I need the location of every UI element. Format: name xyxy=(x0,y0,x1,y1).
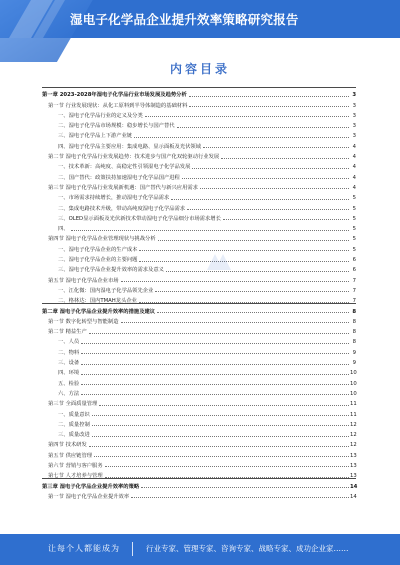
toc-page-number: 13 xyxy=(350,462,357,469)
toc-entry[interactable] xyxy=(42,418,356,428)
toc-page-number: 7 xyxy=(352,277,356,284)
toc-page-number: 8 xyxy=(352,318,356,325)
toc-entry[interactable] xyxy=(42,490,356,500)
toc-entry-title: 第五节 湿电子化学品企业市场 xyxy=(48,277,119,284)
toc-entry-title: 第三节 湿电子化学品行业发展新机遇：国产替代与新兴应用需求 xyxy=(48,184,198,191)
toc-entry[interactable] xyxy=(42,273,356,283)
toc-leader-dots xyxy=(192,167,349,169)
toc-entry-title: 一、质量意识 xyxy=(58,411,90,418)
toc-entry[interactable] xyxy=(42,407,356,417)
toc-leader-dots xyxy=(92,414,349,416)
toc-page-number: 5 xyxy=(352,215,356,222)
toc-leader-dots xyxy=(134,136,349,138)
toc-leader-dots xyxy=(71,229,349,231)
toc-entry[interactable] xyxy=(42,160,356,170)
chapter-rule xyxy=(42,303,356,304)
toc-entry[interactable] xyxy=(42,376,356,386)
toc-leader-dots xyxy=(200,187,349,189)
toc-leader-dots xyxy=(171,198,349,200)
toc-page-number: 4 xyxy=(352,154,356,161)
toc-page-number: 8 xyxy=(352,308,356,315)
toc-entry[interactable] xyxy=(42,387,356,397)
toc-entry-title: 第三节 全面质量管理 xyxy=(48,401,98,408)
chapter-rule xyxy=(42,87,356,88)
toc-entry-title: 第二节 湿电子化学品行业发展趋势：技术进步与国产化双轮驱动行业发展 xyxy=(48,154,220,161)
toc-entry[interactable] xyxy=(42,438,356,448)
toc-entry-title: 一、市场需求持续增长，推动湿电子化学品需求 xyxy=(58,195,170,202)
toc-page-number: 14 xyxy=(350,483,358,490)
toc-leader-dots xyxy=(141,486,349,488)
toc-entry-title: 第一节 湿电子化学品企业提升效率 xyxy=(48,493,130,500)
toc-entry-title: 第四节 技术研发 xyxy=(48,442,87,449)
toc-entry-title: 第六节 营销与客户服务 xyxy=(48,462,103,469)
toc-page-number: 6 xyxy=(352,257,356,264)
toc-leader-dots xyxy=(155,290,349,292)
toc-entry-title: 第七节 人才培养与管理 xyxy=(48,473,103,480)
toc-entry[interactable] xyxy=(42,325,356,335)
toc-entry-title: 四、湿电子化学品主要应用：集成电路、显示面板及光伏领域 xyxy=(58,143,202,150)
toc-entry[interactable] xyxy=(42,222,356,232)
toc-entry[interactable] xyxy=(42,304,356,314)
toc-entry[interactable] xyxy=(42,428,356,438)
toc-page-number: 9 xyxy=(352,360,356,367)
toc-page-number: 12 xyxy=(350,421,357,428)
toc-entry-title: 一、技术革新：高纯度、高稳定性引领湿电子化学品发展 xyxy=(58,164,191,171)
header-banner xyxy=(0,0,400,38)
toc-heading: 内容目录 xyxy=(169,62,230,76)
toc-entry[interactable] xyxy=(42,345,356,355)
toc-entry-title: 五、检验 xyxy=(58,380,80,387)
toc-leader-dots xyxy=(105,465,349,467)
toc-entry[interactable] xyxy=(42,170,356,180)
toc-leader-dots xyxy=(81,383,349,385)
toc-leader-dots xyxy=(89,445,349,447)
toc-leader-dots xyxy=(81,373,349,375)
toc-entry-title: 一、江化微：国内湿电子化学品领先企业 xyxy=(58,287,154,294)
toc-entry-title: 三、质量改进 xyxy=(58,432,90,439)
toc-leader-dots xyxy=(221,157,349,159)
toc-entry-title: 二、格林达：国内TMAH龙头企业 xyxy=(58,298,137,305)
toc-leader-dots xyxy=(166,270,349,272)
toc-page-number: 3 xyxy=(352,112,356,119)
toc-leader-dots xyxy=(89,332,349,334)
toc-page-number: 10 xyxy=(350,380,357,387)
toc-page-number: 12 xyxy=(350,442,357,449)
toc-entry[interactable] xyxy=(42,119,356,129)
toc-entry-title: 三、OLED显示面板及光伏新技术带动湿电子化学品细分市场需求增长 xyxy=(58,215,221,222)
toc-leader-dots xyxy=(81,393,349,395)
toc-entry[interactable] xyxy=(42,459,356,469)
toc-entry[interactable] xyxy=(42,88,356,98)
toc-entry[interactable] xyxy=(42,448,356,458)
toc-page-number: 13 xyxy=(350,473,357,480)
toc-page-number: 11 xyxy=(350,411,357,418)
toc-leader-dots xyxy=(139,249,349,251)
toc-page-number: 4 xyxy=(352,184,356,191)
toc-leader-dots xyxy=(187,208,349,210)
toc-page-number: 3 xyxy=(352,92,356,99)
toc-leader-dots xyxy=(189,105,349,107)
toc-page-number: 10 xyxy=(350,370,357,377)
toc-page-number: 5 xyxy=(352,195,356,202)
toc-page-number: 3 xyxy=(352,123,356,130)
toc-leader-dots xyxy=(145,115,349,117)
toc-page-number: 6 xyxy=(352,267,356,274)
toc-entry[interactable] xyxy=(42,139,356,149)
toc-entry[interactable] xyxy=(42,335,356,345)
toc-page-number: 8 xyxy=(352,339,356,346)
toc-page-number: 7 xyxy=(352,287,356,294)
toc-leader-dots xyxy=(177,126,349,128)
toc-entry[interactable] xyxy=(42,366,356,376)
toc-page-number: 10 xyxy=(350,390,357,397)
toc-entry-title: 第一章 2023-2028年湿电子化学品行业市场发展及趋势分析 xyxy=(42,92,187,99)
toc-entry[interactable] xyxy=(42,263,356,273)
toc-entry-title: 二、国产替代：政策扶持加速湿电子化学品国产进程 xyxy=(58,174,180,181)
toc-page-number: 14 xyxy=(350,493,357,500)
toc-entry-title: 二、湿电子化学品企业的主要问题 xyxy=(58,257,138,264)
toc-entry-title: 第二节 精益生产 xyxy=(48,329,87,336)
toc-entry[interactable] xyxy=(42,98,356,108)
toc-entry-title: 三、湿电子化学品上下游产业链 xyxy=(58,133,133,140)
toc-page-number: 11 xyxy=(350,401,357,408)
toc-leader-dots xyxy=(94,455,349,457)
toc-entry[interactable] xyxy=(42,253,356,263)
toc-entry-title: 第一节 行业发展现状：从化工原料到半导体制造的基础材料 xyxy=(48,102,188,109)
toc-page-number: 4 xyxy=(352,164,356,171)
toc-leader-dots xyxy=(182,177,349,179)
toc-page-number: 13 xyxy=(350,452,357,459)
toc-entry-title: 二、湿电子化学品市场规模：稳步增长与国产替代 xyxy=(58,123,175,130)
footer-divider xyxy=(132,542,133,556)
toc-entry[interactable] xyxy=(42,242,356,252)
toc-entry[interactable] xyxy=(42,479,356,489)
toc-leader-dots xyxy=(203,146,349,148)
toc-entry-title: 四、环境 xyxy=(58,370,80,377)
toc-leader-dots xyxy=(92,435,349,437)
toc-entry-title: 一、人员 xyxy=(58,339,80,346)
toc-entry[interactable] xyxy=(42,191,356,201)
toc-entry[interactable] xyxy=(42,284,356,294)
toc-leader-dots xyxy=(121,280,349,282)
toc-entry-title: 二、质量控制 xyxy=(58,421,90,428)
toc-entry-title: 一、湿电子化学品行业的定义及分类 xyxy=(58,112,143,119)
toc-entry-title: 一、湿电子化学品企业的生产成本 xyxy=(58,246,138,253)
toc-page-number: 9 xyxy=(352,349,356,356)
toc-page-number: 8 xyxy=(352,329,356,336)
toc-entry-title: 二、集成电路技术升级，带动高纯度湿电子化学品需求 xyxy=(58,205,186,212)
toc-entry[interactable] xyxy=(42,212,356,222)
toc-entry[interactable] xyxy=(42,232,356,242)
toc-entry-title: 第三章 湿电子化学品企业提升效率的策略 xyxy=(42,483,140,490)
footer-slogan: 让每个人都能成为 xyxy=(48,544,120,553)
toc-leader-dots xyxy=(81,363,349,365)
toc-entry-title: 三、设备 xyxy=(58,360,80,367)
toc-entry[interactable] xyxy=(42,397,356,407)
toc-page-number: 5 xyxy=(352,246,356,253)
toc-page-number: 3 xyxy=(352,133,356,140)
toc-leader-dots xyxy=(189,95,349,97)
toc-leader-dots xyxy=(131,496,349,498)
toc-leader-dots xyxy=(139,260,349,262)
report-title: 湿电子化学品企业提升效率策略研究报告 xyxy=(70,12,299,27)
toc-entry[interactable] xyxy=(42,109,356,119)
toc-page-number: 4 xyxy=(352,143,356,150)
toc-page-number: 7 xyxy=(352,298,356,305)
toc-entry-title: 第五节 供应链管理 xyxy=(48,452,93,459)
toc-page-number: 5 xyxy=(352,226,356,233)
watermark-logo-icon xyxy=(205,250,233,274)
chapter-rule xyxy=(42,478,356,479)
footer-tagline: 行业专家、管理专家、咨询专家、战略专家、成功企业家…… xyxy=(146,544,349,553)
toc-leader-dots xyxy=(81,342,349,344)
toc-entry-title: 第二章 湿电子化学品企业提升效率的措施及建议 xyxy=(42,308,156,315)
footer-banner xyxy=(0,534,400,565)
toc-entry[interactable] xyxy=(42,129,356,139)
toc-leader-dots xyxy=(223,218,349,220)
toc-leader-dots xyxy=(81,352,349,354)
table-of-contents xyxy=(42,88,356,500)
toc-leader-dots xyxy=(92,424,349,426)
toc-entry-title: 二、物料 xyxy=(58,349,80,356)
toc-page-number: 3 xyxy=(352,102,356,109)
toc-leader-dots xyxy=(158,239,349,241)
toc-leader-dots xyxy=(121,321,349,323)
toc-leader-dots xyxy=(99,404,349,406)
toc-entry[interactable] xyxy=(42,181,356,191)
toc-entry[interactable] xyxy=(42,150,356,160)
toc-entry-title: 第四节 湿电子化学品企业管理现状与挑战分析 xyxy=(48,236,156,243)
toc-entry-title: 六、方法 xyxy=(58,390,80,397)
toc-entry-title: 四、 xyxy=(58,226,69,233)
toc-page-number: 12 xyxy=(350,432,357,439)
toc-entry[interactable] xyxy=(42,315,356,325)
toc-entry[interactable] xyxy=(42,201,356,211)
toc-leader-dots xyxy=(157,311,349,313)
toc-entry-title: 第一节 数字化转型与智能制造 xyxy=(48,318,119,325)
toc-page-number: 5 xyxy=(352,236,356,243)
toc-page-number: 5 xyxy=(352,205,356,212)
toc-entry-title: 三、湿电子化学品企业提升效率的需求及意义 xyxy=(58,267,164,274)
toc-entry[interactable] xyxy=(42,356,356,366)
toc-page-number: 4 xyxy=(352,174,356,181)
